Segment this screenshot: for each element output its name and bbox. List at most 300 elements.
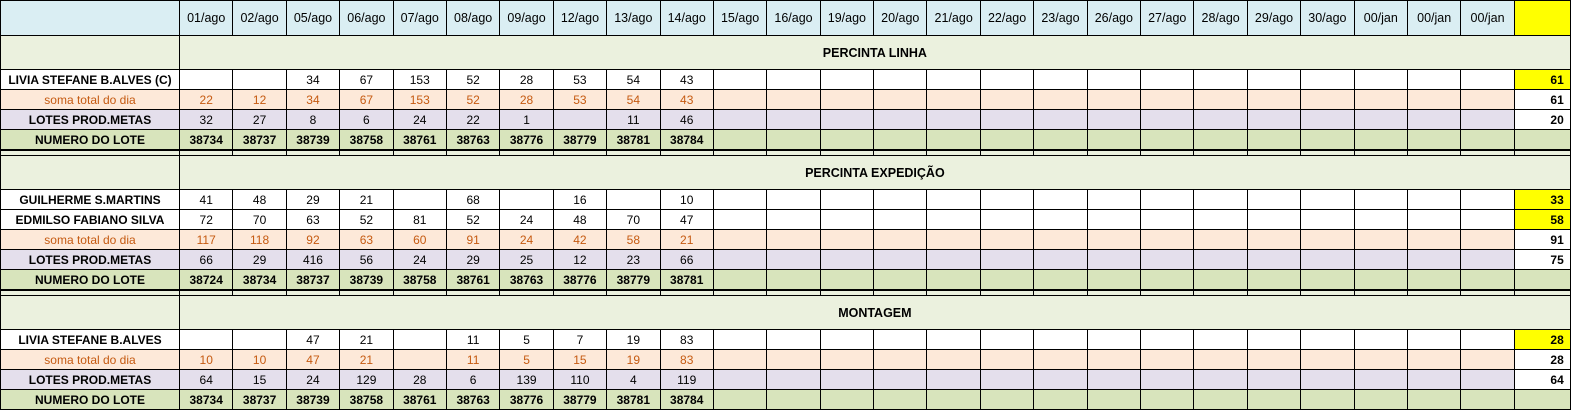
empty-cell[interactable] bbox=[927, 110, 980, 130]
value-cell[interactable]: 118 bbox=[233, 230, 286, 250]
total-cell[interactable]: 75 bbox=[1514, 250, 1570, 270]
total-cell[interactable]: 91 bbox=[1514, 230, 1570, 250]
empty-cell[interactable] bbox=[1461, 330, 1514, 350]
empty-cell[interactable] bbox=[713, 250, 766, 270]
empty-cell[interactable] bbox=[1461, 90, 1514, 110]
value-cell[interactable]: 38761 bbox=[393, 390, 446, 410]
empty-cell[interactable] bbox=[767, 110, 820, 130]
empty-cell[interactable] bbox=[1461, 270, 1514, 291]
value-cell[interactable]: 10 bbox=[660, 190, 713, 210]
empty-cell[interactable] bbox=[874, 130, 927, 151]
row-label[interactable]: LOTES PROD.METAS bbox=[1, 250, 180, 270]
empty-cell[interactable] bbox=[874, 190, 927, 210]
empty-cell[interactable] bbox=[1247, 190, 1300, 210]
empty-cell[interactable] bbox=[1087, 250, 1140, 270]
empty-cell[interactable] bbox=[1247, 130, 1300, 151]
empty-cell[interactable] bbox=[1461, 190, 1514, 210]
empty-cell[interactable] bbox=[1247, 110, 1300, 130]
empty-cell[interactable] bbox=[1034, 190, 1087, 210]
empty-cell[interactable] bbox=[1461, 70, 1514, 90]
value-cell[interactable]: 70 bbox=[233, 210, 286, 230]
value-cell[interactable]: 38779 bbox=[553, 130, 606, 151]
value-cell[interactable]: 4 bbox=[607, 370, 660, 390]
empty-cell[interactable] bbox=[980, 330, 1033, 350]
empty-cell[interactable] bbox=[1141, 70, 1194, 90]
value-cell[interactable]: 24 bbox=[393, 250, 446, 270]
value-cell[interactable] bbox=[233, 330, 286, 350]
value-cell[interactable]: 24 bbox=[286, 370, 339, 390]
value-cell[interactable]: 27 bbox=[233, 110, 286, 130]
row-label[interactable]: GUILHERME S.MARTINS bbox=[1, 190, 180, 210]
empty-cell[interactable] bbox=[820, 110, 873, 130]
value-cell[interactable]: 34 bbox=[286, 70, 339, 90]
empty-cell[interactable] bbox=[713, 90, 766, 110]
empty-cell[interactable] bbox=[927, 250, 980, 270]
empty-cell[interactable] bbox=[820, 190, 873, 210]
value-cell[interactable]: 53 bbox=[553, 70, 606, 90]
empty-cell[interactable] bbox=[767, 190, 820, 210]
total-cell[interactable]: 64 bbox=[1514, 370, 1570, 390]
empty-cell[interactable] bbox=[927, 270, 980, 291]
section-label-cell[interactable] bbox=[1, 296, 180, 330]
section-title[interactable]: PERCINTA EXPEDIÇÃO bbox=[180, 156, 1571, 190]
empty-cell[interactable] bbox=[1141, 130, 1194, 151]
value-cell[interactable]: 56 bbox=[340, 250, 393, 270]
value-cell[interactable]: 38739 bbox=[286, 390, 339, 410]
value-cell[interactable]: 10 bbox=[180, 350, 233, 370]
value-cell[interactable]: 24 bbox=[393, 110, 446, 130]
empty-cell[interactable] bbox=[1141, 90, 1194, 110]
row-label[interactable]: LOTES PROD.METAS bbox=[1, 370, 180, 390]
value-cell[interactable]: 81 bbox=[393, 210, 446, 230]
date-header-cell[interactable]: 30/ago bbox=[1301, 1, 1354, 36]
empty-cell[interactable] bbox=[1407, 330, 1460, 350]
value-cell[interactable]: 53 bbox=[553, 90, 606, 110]
empty-cell[interactable] bbox=[874, 330, 927, 350]
empty-cell[interactable] bbox=[1407, 390, 1460, 410]
value-cell[interactable]: 139 bbox=[500, 370, 553, 390]
date-header-cell[interactable]: 06/ago bbox=[340, 1, 393, 36]
value-cell[interactable]: 38734 bbox=[180, 390, 233, 410]
total-cell[interactable]: 61 bbox=[1514, 90, 1570, 110]
empty-cell[interactable] bbox=[1087, 90, 1140, 110]
empty-cell[interactable] bbox=[1247, 70, 1300, 90]
empty-cell[interactable] bbox=[1354, 230, 1407, 250]
value-cell[interactable]: 10 bbox=[233, 350, 286, 370]
empty-cell[interactable] bbox=[1194, 370, 1247, 390]
value-cell[interactable]: 41 bbox=[180, 190, 233, 210]
date-header-cell[interactable]: 26/ago bbox=[1087, 1, 1140, 36]
date-header-cell[interactable]: 15/ago bbox=[713, 1, 766, 36]
empty-cell[interactable] bbox=[1034, 250, 1087, 270]
date-header-cell[interactable]: 22/ago bbox=[980, 1, 1033, 36]
value-cell[interactable]: 29 bbox=[446, 250, 499, 270]
empty-cell[interactable] bbox=[1301, 390, 1354, 410]
value-cell[interactable]: 5 bbox=[500, 350, 553, 370]
empty-cell[interactable] bbox=[980, 130, 1033, 151]
empty-cell[interactable] bbox=[874, 350, 927, 370]
empty-cell[interactable] bbox=[1194, 350, 1247, 370]
value-cell[interactable]: 48 bbox=[233, 190, 286, 210]
empty-cell[interactable] bbox=[980, 350, 1033, 370]
section-title[interactable]: MONTAGEM bbox=[180, 296, 1571, 330]
empty-cell[interactable] bbox=[820, 270, 873, 291]
value-cell[interactable]: 416 bbox=[286, 250, 339, 270]
value-cell[interactable]: 38779 bbox=[553, 390, 606, 410]
value-cell[interactable]: 48 bbox=[553, 210, 606, 230]
empty-cell[interactable] bbox=[1301, 250, 1354, 270]
empty-cell[interactable] bbox=[1301, 330, 1354, 350]
total-header-cell[interactable] bbox=[1514, 1, 1570, 36]
empty-cell[interactable] bbox=[874, 250, 927, 270]
total-cell[interactable] bbox=[1514, 390, 1570, 410]
empty-cell[interactable] bbox=[980, 190, 1033, 210]
value-cell[interactable] bbox=[180, 330, 233, 350]
value-cell[interactable]: 38776 bbox=[553, 270, 606, 291]
value-cell[interactable]: 63 bbox=[340, 230, 393, 250]
value-cell[interactable]: 54 bbox=[607, 90, 660, 110]
value-cell[interactable]: 153 bbox=[393, 90, 446, 110]
date-header-cell[interactable]: 12/ago bbox=[553, 1, 606, 36]
empty-cell[interactable] bbox=[1354, 270, 1407, 291]
date-header-cell[interactable]: 00/jan bbox=[1461, 1, 1514, 36]
value-cell[interactable]: 5 bbox=[500, 330, 553, 350]
empty-cell[interactable] bbox=[1461, 370, 1514, 390]
value-cell[interactable]: 25 bbox=[500, 250, 553, 270]
empty-cell[interactable] bbox=[1087, 70, 1140, 90]
empty-cell[interactable] bbox=[767, 230, 820, 250]
empty-cell[interactable] bbox=[1407, 190, 1460, 210]
empty-cell[interactable] bbox=[1407, 210, 1460, 230]
value-cell[interactable]: 32 bbox=[180, 110, 233, 130]
empty-cell[interactable] bbox=[1354, 330, 1407, 350]
value-cell[interactable]: 38763 bbox=[446, 390, 499, 410]
empty-cell[interactable] bbox=[767, 90, 820, 110]
empty-cell[interactable] bbox=[1354, 390, 1407, 410]
value-cell[interactable]: 38758 bbox=[340, 130, 393, 151]
empty-cell[interactable] bbox=[1034, 110, 1087, 130]
empty-cell[interactable] bbox=[927, 350, 980, 370]
empty-cell[interactable] bbox=[767, 370, 820, 390]
empty-cell[interactable] bbox=[927, 90, 980, 110]
total-cell[interactable]: 61 bbox=[1514, 70, 1570, 90]
date-header-cell[interactable]: 07/ago bbox=[393, 1, 446, 36]
date-header-cell[interactable]: 05/ago bbox=[286, 1, 339, 36]
empty-cell[interactable] bbox=[874, 390, 927, 410]
value-cell[interactable]: 28 bbox=[500, 90, 553, 110]
value-cell[interactable]: 29 bbox=[233, 250, 286, 270]
empty-cell[interactable] bbox=[820, 210, 873, 230]
value-cell[interactable]: 22 bbox=[446, 110, 499, 130]
value-cell[interactable]: 38758 bbox=[393, 270, 446, 291]
value-cell[interactable]: 28 bbox=[500, 70, 553, 90]
empty-cell[interactable] bbox=[1034, 90, 1087, 110]
empty-cell[interactable] bbox=[1034, 70, 1087, 90]
date-header-cell[interactable]: 01/ago bbox=[180, 1, 233, 36]
empty-cell[interactable] bbox=[1194, 70, 1247, 90]
value-cell[interactable]: 29 bbox=[286, 190, 339, 210]
empty-cell[interactable] bbox=[820, 370, 873, 390]
empty-cell[interactable] bbox=[1087, 110, 1140, 130]
value-cell[interactable]: 38781 bbox=[607, 130, 660, 151]
date-header-cell[interactable]: 13/ago bbox=[607, 1, 660, 36]
empty-cell[interactable] bbox=[1461, 110, 1514, 130]
row-label[interactable]: NUMERO DO LOTE bbox=[1, 270, 180, 291]
empty-cell[interactable] bbox=[1354, 210, 1407, 230]
value-cell[interactable]: 38784 bbox=[660, 130, 713, 151]
value-cell[interactable]: 21 bbox=[340, 350, 393, 370]
value-cell[interactable]: 47 bbox=[660, 210, 713, 230]
empty-cell[interactable] bbox=[713, 270, 766, 291]
empty-cell[interactable] bbox=[927, 330, 980, 350]
empty-cell[interactable] bbox=[1247, 90, 1300, 110]
value-cell[interactable]: 11 bbox=[446, 330, 499, 350]
date-header-cell[interactable]: 02/ago bbox=[233, 1, 286, 36]
value-cell[interactable]: 110 bbox=[553, 370, 606, 390]
empty-cell[interactable] bbox=[820, 350, 873, 370]
value-cell[interactable]: 92 bbox=[286, 230, 339, 250]
empty-cell[interactable] bbox=[713, 210, 766, 230]
empty-cell[interactable] bbox=[1461, 390, 1514, 410]
date-header-cell[interactable]: 29/ago bbox=[1247, 1, 1300, 36]
value-cell[interactable] bbox=[393, 350, 446, 370]
value-cell[interactable]: 23 bbox=[607, 250, 660, 270]
value-cell[interactable]: 21 bbox=[660, 230, 713, 250]
row-label[interactable]: LIVIA STEFANE B.ALVES bbox=[1, 330, 180, 350]
empty-cell[interactable] bbox=[1194, 330, 1247, 350]
section-label-cell[interactable] bbox=[1, 36, 180, 70]
empty-cell[interactable] bbox=[1354, 190, 1407, 210]
total-cell[interactable] bbox=[1514, 130, 1570, 151]
corner-cell[interactable] bbox=[1, 1, 180, 36]
empty-cell[interactable] bbox=[1301, 190, 1354, 210]
value-cell[interactable]: 38739 bbox=[286, 130, 339, 151]
empty-cell[interactable] bbox=[1087, 130, 1140, 151]
value-cell[interactable]: 21 bbox=[340, 190, 393, 210]
value-cell[interactable]: 68 bbox=[446, 190, 499, 210]
empty-cell[interactable] bbox=[1407, 270, 1460, 291]
empty-cell[interactable] bbox=[1141, 330, 1194, 350]
value-cell[interactable] bbox=[393, 190, 446, 210]
total-cell[interactable] bbox=[1514, 270, 1570, 291]
empty-cell[interactable] bbox=[820, 390, 873, 410]
value-cell[interactable]: 38779 bbox=[607, 270, 660, 291]
value-cell[interactable]: 52 bbox=[446, 210, 499, 230]
empty-cell[interactable] bbox=[1194, 270, 1247, 291]
date-header-cell[interactable]: 08/ago bbox=[446, 1, 499, 36]
date-header-cell[interactable]: 28/ago bbox=[1194, 1, 1247, 36]
value-cell[interactable]: 38737 bbox=[233, 390, 286, 410]
empty-cell[interactable] bbox=[874, 110, 927, 130]
value-cell[interactable]: 38781 bbox=[607, 390, 660, 410]
empty-cell[interactable] bbox=[927, 130, 980, 151]
empty-cell[interactable] bbox=[1194, 190, 1247, 210]
value-cell[interactable] bbox=[607, 190, 660, 210]
empty-cell[interactable] bbox=[874, 70, 927, 90]
value-cell[interactable]: 38781 bbox=[660, 270, 713, 291]
date-header-cell[interactable]: 27/ago bbox=[1141, 1, 1194, 36]
empty-cell[interactable] bbox=[1194, 110, 1247, 130]
empty-cell[interactable] bbox=[1141, 210, 1194, 230]
empty-cell[interactable] bbox=[1407, 70, 1460, 90]
empty-cell[interactable] bbox=[767, 390, 820, 410]
date-header-cell[interactable]: 20/ago bbox=[874, 1, 927, 36]
empty-cell[interactable] bbox=[1354, 70, 1407, 90]
value-cell[interactable]: 119 bbox=[660, 370, 713, 390]
empty-cell[interactable] bbox=[1141, 370, 1194, 390]
value-cell[interactable]: 11 bbox=[607, 110, 660, 130]
empty-cell[interactable] bbox=[1354, 250, 1407, 270]
empty-cell[interactable] bbox=[980, 90, 1033, 110]
row-label[interactable]: soma total do dia bbox=[1, 90, 180, 110]
empty-cell[interactable] bbox=[1087, 190, 1140, 210]
empty-cell[interactable] bbox=[980, 250, 1033, 270]
empty-cell[interactable] bbox=[980, 370, 1033, 390]
empty-cell[interactable] bbox=[1034, 370, 1087, 390]
row-label[interactable]: EDMILSO FABIANO SILVA bbox=[1, 210, 180, 230]
empty-cell[interactable] bbox=[1194, 230, 1247, 250]
empty-cell[interactable] bbox=[713, 190, 766, 210]
empty-cell[interactable] bbox=[1354, 90, 1407, 110]
empty-cell[interactable] bbox=[1034, 230, 1087, 250]
empty-cell[interactable] bbox=[820, 90, 873, 110]
empty-cell[interactable] bbox=[1354, 110, 1407, 130]
value-cell[interactable]: 6 bbox=[446, 370, 499, 390]
value-cell[interactable]: 38758 bbox=[340, 390, 393, 410]
empty-cell[interactable] bbox=[1407, 230, 1460, 250]
value-cell[interactable]: 24 bbox=[500, 210, 553, 230]
row-label[interactable]: soma total do dia bbox=[1, 350, 180, 370]
value-cell[interactable]: 38776 bbox=[500, 390, 553, 410]
empty-cell[interactable] bbox=[1034, 330, 1087, 350]
empty-cell[interactable] bbox=[1087, 230, 1140, 250]
date-header-cell[interactable]: 09/ago bbox=[500, 1, 553, 36]
section-label-cell[interactable] bbox=[1, 156, 180, 190]
total-cell[interactable]: 28 bbox=[1514, 350, 1570, 370]
empty-cell[interactable] bbox=[713, 70, 766, 90]
empty-cell[interactable] bbox=[1034, 130, 1087, 151]
value-cell[interactable]: 54 bbox=[607, 70, 660, 90]
empty-cell[interactable] bbox=[1301, 230, 1354, 250]
empty-cell[interactable] bbox=[1141, 190, 1194, 210]
empty-cell[interactable] bbox=[820, 70, 873, 90]
value-cell[interactable]: 42 bbox=[553, 230, 606, 250]
value-cell[interactable]: 19 bbox=[607, 350, 660, 370]
empty-cell[interactable] bbox=[1461, 350, 1514, 370]
value-cell[interactable]: 38763 bbox=[446, 130, 499, 151]
empty-cell[interactable] bbox=[980, 210, 1033, 230]
empty-cell[interactable] bbox=[874, 210, 927, 230]
empty-cell[interactable] bbox=[980, 390, 1033, 410]
value-cell[interactable] bbox=[500, 190, 553, 210]
empty-cell[interactable] bbox=[874, 230, 927, 250]
value-cell[interactable]: 38761 bbox=[446, 270, 499, 291]
empty-cell[interactable] bbox=[1354, 130, 1407, 151]
value-cell[interactable]: 46 bbox=[660, 110, 713, 130]
value-cell[interactable]: 47 bbox=[286, 330, 339, 350]
value-cell[interactable]: 21 bbox=[340, 330, 393, 350]
empty-cell[interactable] bbox=[713, 370, 766, 390]
value-cell[interactable]: 19 bbox=[607, 330, 660, 350]
value-cell[interactable]: 7 bbox=[553, 330, 606, 350]
empty-cell[interactable] bbox=[767, 210, 820, 230]
empty-cell[interactable] bbox=[1247, 370, 1300, 390]
value-cell[interactable]: 38734 bbox=[233, 270, 286, 291]
empty-cell[interactable] bbox=[713, 390, 766, 410]
empty-cell[interactable] bbox=[1141, 250, 1194, 270]
empty-cell[interactable] bbox=[713, 130, 766, 151]
value-cell[interactable]: 28 bbox=[393, 370, 446, 390]
empty-cell[interactable] bbox=[1407, 370, 1460, 390]
empty-cell[interactable] bbox=[1407, 130, 1460, 151]
empty-cell[interactable] bbox=[713, 110, 766, 130]
value-cell[interactable]: 52 bbox=[446, 70, 499, 90]
date-header-cell[interactable]: 00/jan bbox=[1407, 1, 1460, 36]
empty-cell[interactable] bbox=[1247, 250, 1300, 270]
empty-cell[interactable] bbox=[1354, 370, 1407, 390]
empty-cell[interactable] bbox=[1461, 130, 1514, 151]
value-cell[interactable] bbox=[393, 330, 446, 350]
total-cell[interactable]: 28 bbox=[1514, 330, 1570, 350]
date-header-cell[interactable]: 00/jan bbox=[1354, 1, 1407, 36]
empty-cell[interactable] bbox=[713, 330, 766, 350]
empty-cell[interactable] bbox=[1301, 210, 1354, 230]
empty-cell[interactable] bbox=[1247, 210, 1300, 230]
total-cell[interactable]: 20 bbox=[1514, 110, 1570, 130]
row-label[interactable]: LOTES PROD.METAS bbox=[1, 110, 180, 130]
empty-cell[interactable] bbox=[1194, 390, 1247, 410]
empty-cell[interactable] bbox=[820, 330, 873, 350]
empty-cell[interactable] bbox=[1194, 210, 1247, 230]
date-header-cell[interactable]: 16/ago bbox=[767, 1, 820, 36]
empty-cell[interactable] bbox=[1461, 250, 1514, 270]
empty-cell[interactable] bbox=[1301, 90, 1354, 110]
empty-cell[interactable] bbox=[1407, 350, 1460, 370]
empty-cell[interactable] bbox=[927, 70, 980, 90]
value-cell[interactable] bbox=[233, 70, 286, 90]
value-cell[interactable]: 52 bbox=[340, 210, 393, 230]
empty-cell[interactable] bbox=[1034, 270, 1087, 291]
empty-cell[interactable] bbox=[1301, 270, 1354, 291]
empty-cell[interactable] bbox=[927, 390, 980, 410]
empty-cell[interactable] bbox=[713, 350, 766, 370]
value-cell[interactable] bbox=[180, 70, 233, 90]
empty-cell[interactable] bbox=[1087, 390, 1140, 410]
value-cell[interactable]: 11 bbox=[446, 350, 499, 370]
value-cell[interactable]: 83 bbox=[660, 350, 713, 370]
value-cell[interactable]: 1 bbox=[500, 110, 553, 130]
value-cell[interactable]: 64 bbox=[180, 370, 233, 390]
empty-cell[interactable] bbox=[820, 250, 873, 270]
empty-cell[interactable] bbox=[713, 230, 766, 250]
empty-cell[interactable] bbox=[1301, 130, 1354, 151]
empty-cell[interactable] bbox=[1087, 330, 1140, 350]
empty-cell[interactable] bbox=[1407, 110, 1460, 130]
empty-cell[interactable] bbox=[1194, 250, 1247, 270]
total-cell[interactable]: 33 bbox=[1514, 190, 1570, 210]
empty-cell[interactable] bbox=[1141, 350, 1194, 370]
empty-cell[interactable] bbox=[767, 350, 820, 370]
value-cell[interactable]: 22 bbox=[180, 90, 233, 110]
row-label[interactable]: LIVIA STEFANE B.ALVES (C) bbox=[1, 70, 180, 90]
value-cell[interactable]: 153 bbox=[393, 70, 446, 90]
value-cell[interactable]: 66 bbox=[180, 250, 233, 270]
value-cell[interactable]: 52 bbox=[446, 90, 499, 110]
empty-cell[interactable] bbox=[1087, 210, 1140, 230]
empty-cell[interactable] bbox=[767, 70, 820, 90]
value-cell[interactable]: 15 bbox=[553, 350, 606, 370]
value-cell[interactable]: 91 bbox=[446, 230, 499, 250]
